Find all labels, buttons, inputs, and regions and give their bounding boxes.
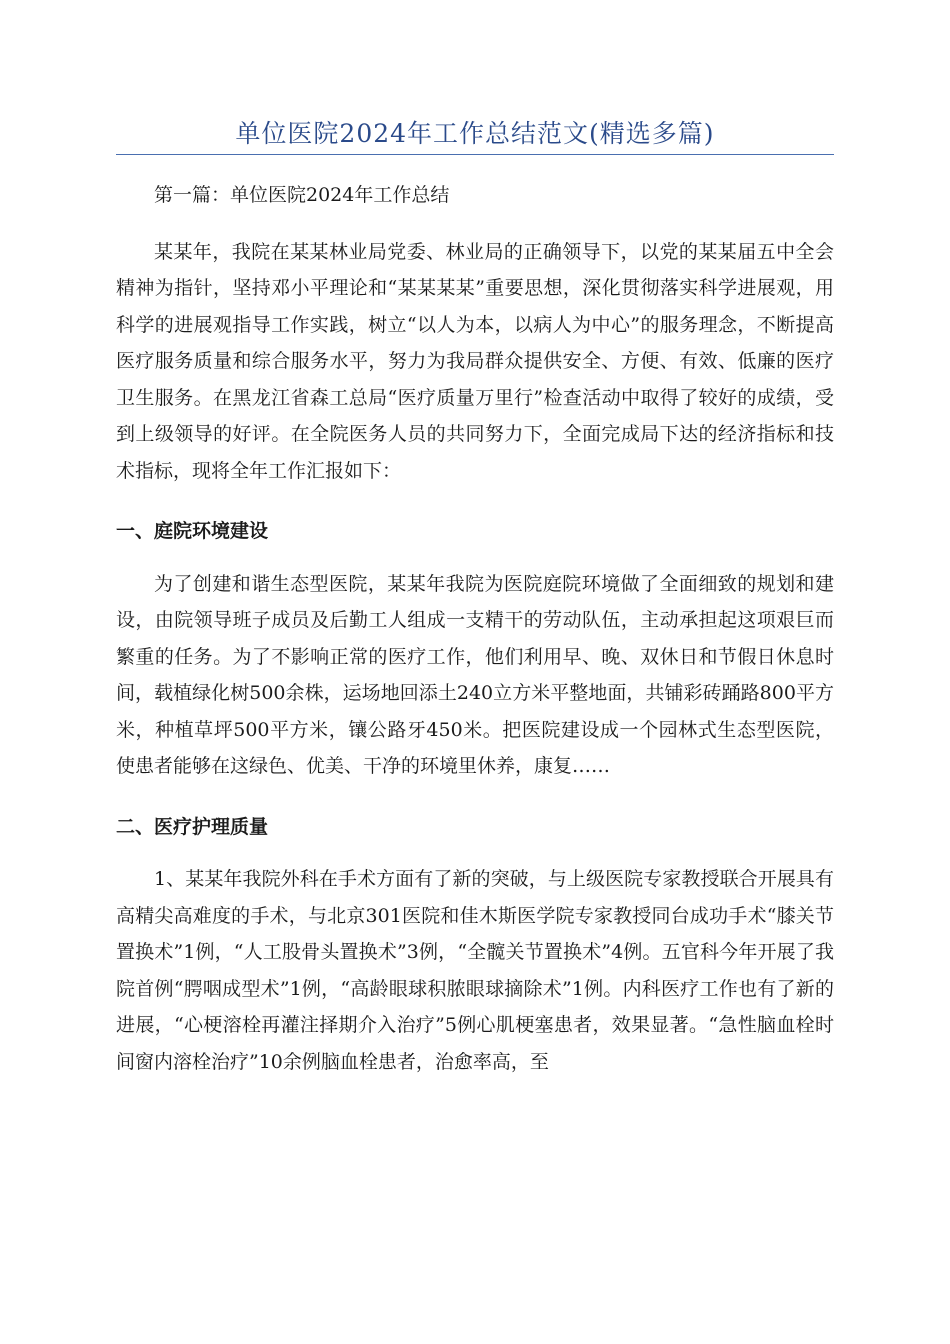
section-heading-medical-quality: 二、医疗护理质量 — [116, 815, 269, 838]
section-heading-environment: 一、庭院环境建设 — [116, 520, 269, 542]
section-paragraph-environment: 为了创建和谐生态型医院，某某年我院为医院庭院环境做了全面细致的规划和建设，由院领导班子成员及后勤工人组成一支精干的劳动队伍，主动承担起这项艰巨而繁重的任务。为了不影响正常的医疗工作，他们利用早、晚、双休日和节假日休息时间，载植绿化树500余株，运场地回添土240立方米平整地面，共铺彩砖踊路800平方米，种植草坪500平方米，镶公路牙450米。把医院建设成一个园林式生态型医院，使患者能够在这绿色、优美、干净的环境里休养，康复…… — [116, 572, 834, 777]
chapter-subtitle: 第一篇：单位医院2024年工作总结 — [154, 184, 450, 206]
title-underline — [116, 154, 834, 155]
document-title: 单位医院2024年工作总结范文(精选多篇) — [235, 119, 715, 148]
intro-paragraph: 某某年，我院在某某林业局党委、林业局的正确领导下，以党的某某届五中全会精神为指针，坚持邓小平理论和“某某某某”重要思想，深化贯彻落实科学进展观，用科学的进展观指导工作实践，树立“以人为本，以病人为中心”的服务理念，不断提高医疗服务质量和综合服务水平，努力为我局群众提供安全、方便、有效、低廉的医疗卫生服务。在黑龙江省森工总局“医疗质量万里行”检查活动中取得了较好的成绩，受到上级领导的好评。在全院医务人员的共同努力下，全面完成局下达的经济指标和技术指标，现将全年工作汇报如下： — [116, 240, 834, 482]
section-paragraph-medical-quality: 1、某某年我院外科在手术方面有了新的突破，与上级医院专家教授联合开展具有高精尖高难度的手术，与北京301医院和佳木斯医学院专家教授同台成功手术“膝关节置换术”1例，“人工股骨头置换术”3例，“全髋关节置换术”4例。五官科今年开展了我院首例“腭咽成型术”1例，“高龄眼球积脓眼球摘除术”1例。内科医疗工作也有了新的进展，“心梗溶栓再灌注择期介入治疗”5例心肌梗塞患者，效果显著。“急性脑血栓时间窗内溶栓治疗”10余例脑血栓患者，治愈率高，至 — [116, 868, 834, 1073]
